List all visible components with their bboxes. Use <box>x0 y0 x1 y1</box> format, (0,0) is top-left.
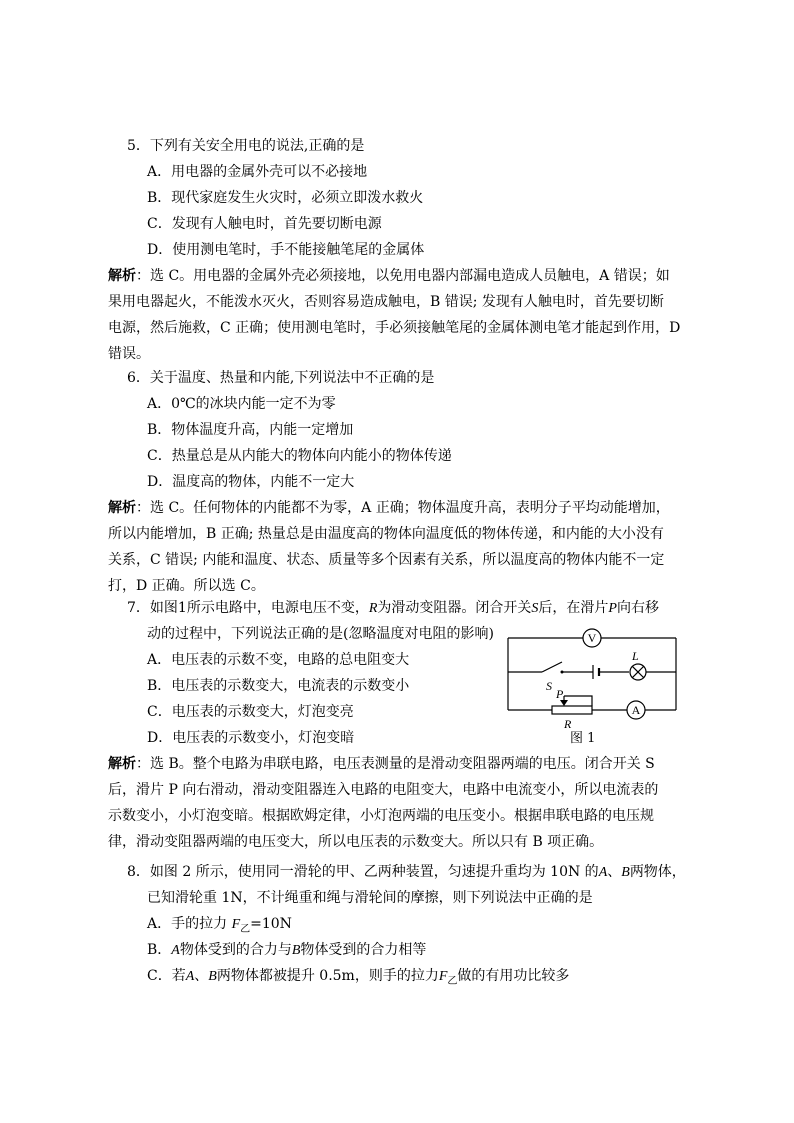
q7-option-c: C．电压表的示数变大，灯泡变亮 <box>147 704 354 720</box>
q5-option-c: C．发现有人触电时，首先要切断电源 <box>147 216 382 232</box>
q5-analysis-line-4: 错误。 <box>108 346 150 362</box>
rheostat-label: R <box>564 717 572 731</box>
q8-option-a: A．手的拉力 $F_乙=10N$ <box>147 916 292 935</box>
q5-analysis-line-2: 果用电器起火，不能泼水灭火，否则容易造成触电，B 错误; 发现有人触电时，首先要切断 <box>108 294 664 310</box>
q7-analysis-line-1: 解析：选 B。整个电路为串联电路，电压表测量的是滑动变阻器两端的电压。闭合开关 S <box>108 756 655 772</box>
q6-analysis-line-2: 所以内能增加，B 正确; 热量总是由温度高的物体向温度低的物体传递，和内能的大小没有 <box>108 526 664 542</box>
q6-analysis-line-4: 打，D 正确。所以选 C。 <box>108 578 265 594</box>
q7-option-a: A．电压表的示数不变，电路的总电阻变大 <box>147 652 410 668</box>
q6-option-b: B．物体温度升高，内能一定增加 <box>147 422 354 438</box>
q5-stem: 5．下列有关安全用电的说法,正确的是 <box>127 138 365 154</box>
switch-label: S <box>546 679 552 693</box>
rheostat-icon <box>552 706 592 714</box>
q5-analysis-line-3: 电源，然后施救，C 正确；使用测电笔时，手必须接触笔尾的金属体测电笔才能起到作用，D <box>108 320 681 336</box>
q6-option-a: A．0℃的冰块内能一定不为零 <box>147 396 336 412</box>
q7-stem-line-1: 7．如图1所示电路中，电源电压不变，R为滑动变阻器。闭合开关S后，在滑片P向右移 <box>127 600 659 616</box>
q6-stem: 6．关于温度、热量和内能,下列说法中不正确的是 <box>127 370 435 386</box>
q7-option-d: D．电压表的示数变小，灯泡变暗 <box>147 730 355 746</box>
q5-option-a: A．用电器的金属外壳可以不必接地 <box>147 164 368 180</box>
figure-caption: 图 1 <box>570 731 596 746</box>
q7-analysis-line-3: 示数变小，小灯泡变暗。根据欧姆定律，小灯泡两端的电压变小。根据串联电路的电压规 <box>108 808 654 824</box>
q8-option-c: C．若A、B两物体都被提升 0.5m，则手的拉力$F_乙$做的有用功比较多 <box>147 968 570 987</box>
voltmeter-label: V <box>587 631 597 645</box>
q7-analysis-line-4: 律，滑动变阻器两端的电压变大，所以电压表的示数变大。所以只有 B 项正确。 <box>108 834 604 850</box>
switch-icon <box>542 662 562 672</box>
slider-wire <box>564 696 592 706</box>
q8-stem-line-2: 已知滑轮重 1N，不计绳重和绳与滑轮间的摩擦，则下列说法中正确的是 <box>147 890 593 906</box>
slider-label: P <box>556 687 564 701</box>
q5-analysis-line-1: 解析：选 C。用电器的金属外壳必须接地，以免用电器内部漏电造成人员触电，A 错误；如 <box>108 268 670 284</box>
q5-analysis-label: 解析 <box>108 268 136 284</box>
ammeter-label: A <box>631 703 641 717</box>
q6-option-c: C．热量总是从内能大的物体向内能小的物体传递 <box>147 448 452 464</box>
q8-stem-line-1: 8．如图 2 所示，使用同一滑轮的甲、乙两种装置，匀速提升重均为 10N 的A、B两物体， <box>127 864 686 880</box>
q6-analysis-label: 解析 <box>108 500 136 516</box>
q7-analysis-line-2: 后，滑片 P 向右滑动，滑动变阻器连入电路的电阻变大，电路中电流变小，所以电流表的 <box>108 782 659 798</box>
q6-analysis-line-1: 解析：选 C。任何物体的内能都不为零，A 正确；物体温度升高，表明分子平均动能增加， <box>108 500 670 516</box>
q7-analysis-label: 解析 <box>108 756 136 772</box>
q7-stem-line-2: 动的过程中，下列说法正确的是(忽略温度对电阻的影响) <box>147 626 494 642</box>
q8-option-b: B．A物体受到的合力与B物体受到的合力相等 <box>147 942 427 958</box>
lamp-label: L <box>632 649 639 663</box>
q7-option-b: B．电压表的示数变大，电流表的示数变小 <box>147 678 410 694</box>
q5-option-b: B．现代家庭发生火灾时，必须立即泼水救火 <box>147 190 424 206</box>
q6-option-d: D．温度高的物体，内能不一定大 <box>147 474 355 490</box>
q6-analysis-line-3: 关系，C 错误; 内能和温度、状态、质量等多个因素有关系，所以温度高的物体内能不一定 <box>108 552 665 568</box>
q5-option-d: D．使用测电笔时，手不能接触笔尾的金属体 <box>147 242 425 258</box>
